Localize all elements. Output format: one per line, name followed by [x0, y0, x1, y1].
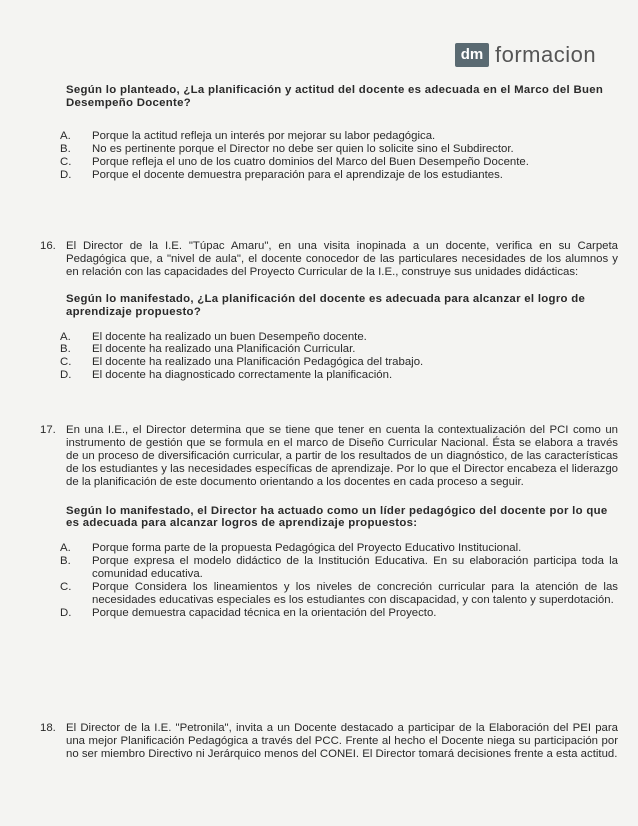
option-c: C. Porque refleja el uno de los cuatro dominios del Marco del Buen Desempeño Docente.	[60, 155, 529, 168]
option-d: D. Porque demuestra capacidad técnica en la orientación del Proyecto.	[60, 606, 437, 619]
brand-logo	[455, 42, 596, 68]
question-stem: El Director de la I.E. "Petronila", invita a un Docente destacado a participar de la Elaboración del PEI para una mejor Planificación Pedagógica a través del PCC. Frente al hecho el Docente niega su participación por no ser miembro Directivo ni Jerárquico menos del CONEI. El Director tomará decisiones frente a esta actitud.	[66, 722, 618, 760]
option-a: A. Porque forma parte de la propuesta Pedagógica del Proyecto Educativo Institucional.	[60, 542, 522, 555]
question-number: 18.	[40, 722, 56, 734]
question-15	[40, 84, 618, 181]
question-number: 17.	[40, 424, 56, 436]
question-stem: El Director de la I.E. "Túpac Amaru", en una visita inopinada a un docente, verifica en su Carpeta Pedagógica que, a "nivel de aula", el docente conocedor de las particulares necesidades de los alumnos y en relación con las capacidades del Proyecto Curricular de la I.E., construye sus unidades didácticas:	[66, 240, 618, 278]
question-number: 16.	[40, 240, 56, 252]
option-b: B. No es pertinente porque el Director no debe ser quien lo solicite sino el Subdirector.	[60, 142, 514, 155]
question-prompt: Según lo planteado, ¿La planificación y actitud del docente es adecuada en el Marco del Buen Desempeño Docente?	[66, 84, 604, 109]
question-prompt: Según lo manifestado, el Director ha actuado como un líder pedagógico del docente por lo que es adecuada para alcanzar logros de aprendizaje propuestos:	[66, 504, 608, 530]
option-d: D. Porque el docente demuestra preparación para el aprendizaje de los estudiantes.	[60, 168, 503, 181]
option-a: A. El docente ha realizado un buen Desempeño docente.	[60, 330, 367, 343]
brand-logo-icon: dm	[455, 43, 489, 67]
brand-name: formacion	[495, 42, 597, 67]
option-b: B. El docente ha realizado una Planificación Curricular.	[60, 343, 356, 356]
option-d: D. El docente ha diagnosticado correctamente la planificación.	[60, 369, 393, 382]
question-prompt: Según lo manifestado, ¿La planificación del docente es adecuada para alcanzar el logro de aprendizaje propuesto?	[66, 292, 586, 318]
question-16	[40, 240, 618, 382]
question-17	[40, 424, 618, 620]
question-18	[40, 722, 618, 761]
option-a: A. Porque la actitud refleja un interés por mejorar su labor pedagógica.	[60, 129, 436, 142]
option-c: C. Porque Considera los lineamientos y los niveles de concreción curricular para la atención de las necesidades educativas especiales es los estudiantes con discapacidad, y con talento y superdotación.	[60, 581, 618, 606]
option-b: B. Porque expresa el modelo didáctico de la Institución Educativa. En su elaboración participa toda la comunidad educativa.	[60, 555, 618, 581]
option-c: C. El docente ha realizado una Planificación Pedagógica del trabajo.	[60, 356, 424, 369]
question-stem: En una I.E., el Director determina que se tiene que tener en cuenta la contextualización del PCI como un instrumento de gestión que se formula en el marco de Diseño Curricular Nacional. Ésta se elabora a través de un proceso de diversificación curricular, a partir de los resultados de un diagnóstico, de las características de los estudiantes y las necesidades específicas de aprendizaje. Por lo que el Director encabeza el liderazgo de la planificación de este documento orientando a los docentes en cada proceso a seguir.	[66, 424, 618, 488]
